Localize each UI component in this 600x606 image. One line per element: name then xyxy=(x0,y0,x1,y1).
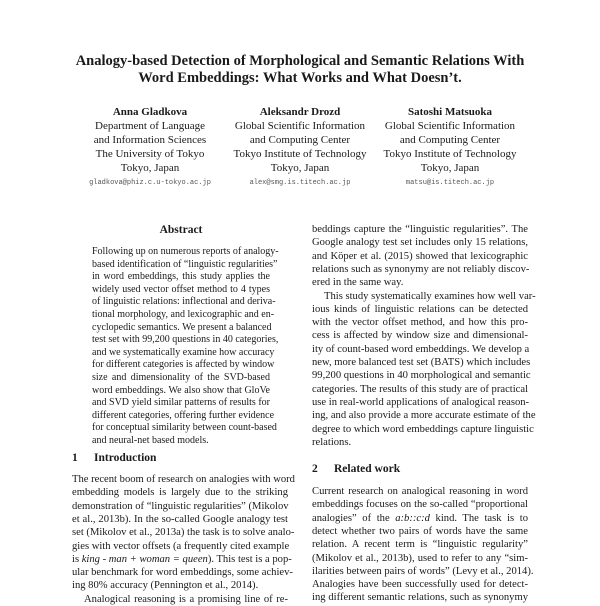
author-affiliation-line: and Information Sciences xyxy=(93,134,207,146)
introduction-line xyxy=(72,553,292,566)
introduction-line: ular benchmark for word embeddings, some achiev- xyxy=(72,567,293,579)
author-block xyxy=(350,105,550,188)
abstract-line: of linguistic relations: inflectional and deriva- xyxy=(92,296,276,308)
author-affiliation-line: Global Scientific Information xyxy=(384,120,516,132)
related-work-line: Current research on analogical reasoning in word xyxy=(312,486,528,497)
author-email[interactable]: matsu@is.titech.ac.jp xyxy=(405,179,495,187)
introduction-line: et al., 2013b). In the so-called Google analogy test xyxy=(72,513,288,525)
text-segment: is xyxy=(72,553,82,565)
body-text-line: Google analogy test set includes only 15 relations, xyxy=(312,237,528,249)
body-text-line: new, more balanced test set (BATS) which includes xyxy=(312,357,531,368)
italic-text: king - man + woman = queen xyxy=(81,553,208,565)
abstract-line: test set with 99,200 questions in 40 categories, xyxy=(92,334,279,346)
introduction-line: set (Mikolov et al., 2013a) the task is to solve analo- xyxy=(72,527,295,539)
body-text-line: This study systematically examines how well var- xyxy=(324,290,536,302)
abstract-line: based identification of “linguistic regularities” xyxy=(92,258,278,270)
paper-title-line-1: Analogy-based Detection of Morphological and Semantic Relations With xyxy=(75,53,525,69)
related-work-heading xyxy=(312,462,400,476)
section-number: 2 xyxy=(312,463,318,475)
related-work-line xyxy=(312,512,528,525)
introduction-line: The recent boom of research on analogies with word xyxy=(72,474,295,485)
abstract-line: Following up on numerous reports of analogy- xyxy=(92,246,279,257)
related-work-line: ing different semantic relations, such as synonymy xyxy=(312,592,528,604)
abstract-line: for conceptual similarity between count-based xyxy=(92,422,277,434)
body-text-line: categories. The results of this study are of practical xyxy=(312,383,529,395)
author-affiliation-line: Tokyo Institute of Technology xyxy=(383,148,517,160)
author-email[interactable]: alex@smg.is.titech.ac.jp xyxy=(249,179,351,187)
body-text-line: ered in the same way. xyxy=(312,277,404,289)
body-text-line: relations. xyxy=(312,436,352,448)
author-affiliation-line: The University of Tokyo xyxy=(95,148,205,160)
related-work-line: Analogies have been successfully used for detect- xyxy=(312,579,528,591)
body-text-line: ing, and also provide a more accurate estimate of the xyxy=(312,410,536,422)
body-text-line: beddings capture the “linguistic regularities”. The xyxy=(312,224,528,235)
body-text-line: with the vector offset method, and how this pro- xyxy=(312,317,528,329)
author-affiliation-line: Department of Language xyxy=(95,120,205,132)
author-affiliation-line: and Computing Center xyxy=(399,134,501,146)
introduction-heading xyxy=(72,451,156,465)
abstract-line: for different categories is affected by window xyxy=(92,359,275,371)
author-affiliation-line: Tokyo, Japan xyxy=(120,162,180,174)
abstract-line: word embeddings. We also show that GloVe xyxy=(92,384,270,396)
author-name: Anna Gladkova xyxy=(112,106,188,118)
author-email[interactable]: gladkova@phiz.c.u-tokyo.ac.jp xyxy=(89,179,211,187)
section-title: Related work xyxy=(334,463,401,475)
body-text-line: relations such as synonymy are not reliably discov- xyxy=(312,263,530,275)
related-work-line: detect whether two pairs of words have the same xyxy=(312,525,528,537)
text-segment: ). This test is a pop- xyxy=(207,553,292,565)
text-segment: analogies” of the xyxy=(312,512,396,524)
body-text-line: degree to which word embeddings capture linguistic xyxy=(312,423,534,435)
author-name: Satoshi Matsuoka xyxy=(407,106,493,118)
related-work-line: (Mikolov et al., 2013b), used to refer to any “sim- xyxy=(312,552,528,564)
abstract-heading: Abstract xyxy=(159,224,203,236)
author-affiliation-line: Tokyo Institute of Technology xyxy=(233,148,367,160)
body-text-line: cess is affected by window size and dimensional- xyxy=(312,330,528,342)
abstract-line: and neural-net based models. xyxy=(92,435,209,446)
abstract-line: tional morphology, and lexicographic and en- xyxy=(92,309,275,320)
introduction-line: demonstration of “linguistic regularities” (Mikolov xyxy=(72,500,289,512)
body-text-line: 99,200 questions in 40 morphological and semantic xyxy=(312,370,531,382)
body-text-line: ious kinds of linguistic relations can be detected xyxy=(312,303,528,315)
abstract-line: and SVD yield similar patterns of results for xyxy=(92,397,270,409)
introduction-line: embedding models is largely due to the striking xyxy=(72,487,288,499)
author-name: Aleksandr Drozd xyxy=(259,106,341,118)
introduction-line: Analogical reasoning is a promising line of re- xyxy=(84,593,288,605)
abstract-line: and we systematically examine how accuracy xyxy=(92,346,275,358)
author-affiliation-line: Tokyo, Japan xyxy=(420,162,480,174)
related-work-line: embeddings focuses on the so-called “proportional xyxy=(312,499,528,511)
introduction-line: ing 80% accuracy (Pennington et al., 2014). xyxy=(72,580,259,592)
text-segment: kind. The task is to xyxy=(429,512,529,524)
abstract-line: different categories, offering further evidence xyxy=(92,409,275,421)
section-number: 1 xyxy=(72,452,78,464)
paper-title-line-2: Word Embeddings: What Works and What Doesn’t. xyxy=(138,70,462,86)
abstract-line: cyclopedic semantics. We present a balanced xyxy=(92,321,272,333)
abstract-line: in word embeddings, this study applies the xyxy=(92,271,270,283)
abstract-line: size and dimensionality of the SVD-based xyxy=(92,372,270,383)
italic-text: a:b::c:d xyxy=(395,512,430,524)
body-text-line: ity of count-based word embeddings. We develop a xyxy=(312,343,530,355)
section-title: Introduction xyxy=(94,452,157,464)
related-work-line: relation. A recent term is “linguistic regularity” xyxy=(312,539,528,551)
author-affiliation-line: Tokyo, Japan xyxy=(270,162,330,174)
author-affiliation-line: Global Scientific Information xyxy=(234,120,366,132)
related-work-line: ilarities between pairs of words” (Levy et al., 2014). xyxy=(312,565,534,577)
author-affiliation-line: and Computing Center xyxy=(249,134,351,146)
introduction-line: gies with vector offsets (a frequently cited example xyxy=(72,540,290,552)
abstract-line: widely used vector offset method to 4 types xyxy=(92,283,270,295)
body-text-line: use in real-world applications of analogical reason- xyxy=(312,396,530,408)
body-text-line: and Köper et al. (2015) showed that lexicographic xyxy=(312,250,528,262)
